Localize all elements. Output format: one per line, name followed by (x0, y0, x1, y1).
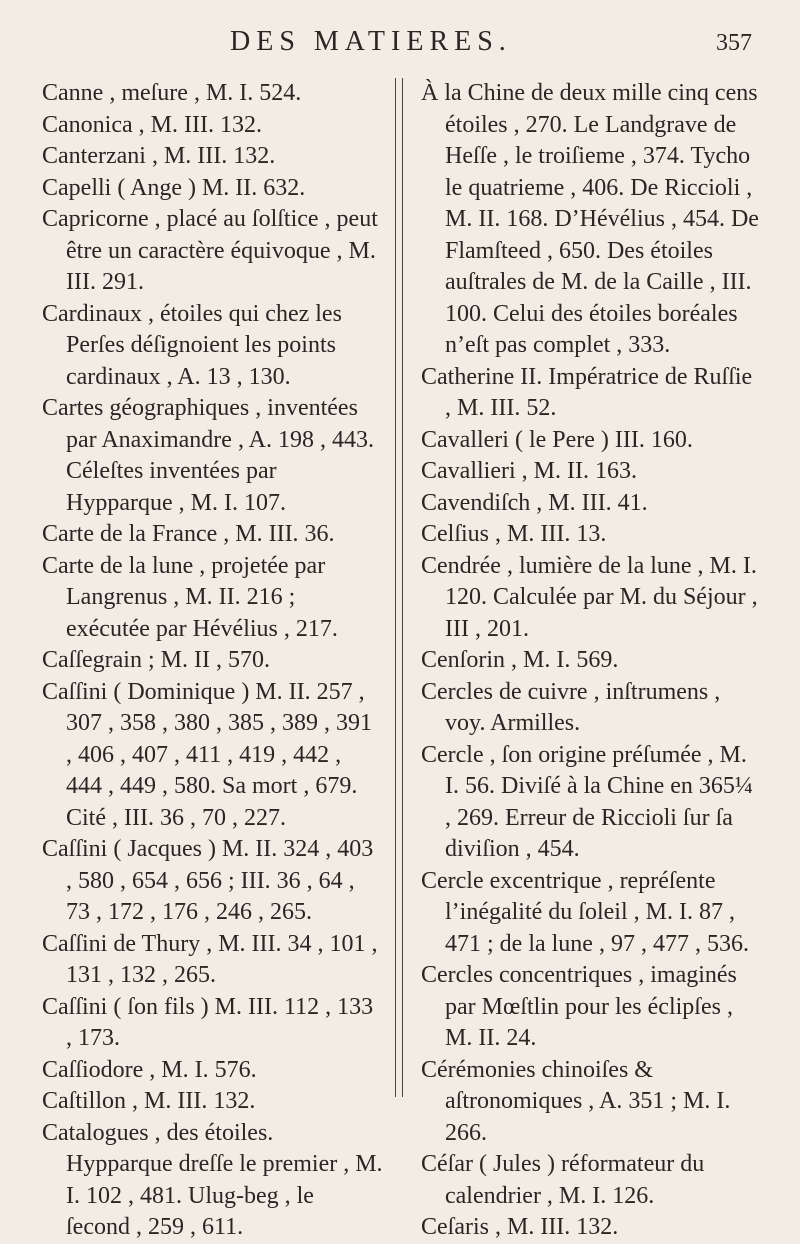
index-entry: Caſſiodore , M. I. 576. (42, 1056, 257, 1083)
index-entry: Catherine II. Impératrice de Ruſſie , M. III. 52. (421, 363, 753, 421)
index-entry: Caſſini ( Jacques ) M. II. 324 , 403 , 580 , 654 , 656 ; III. 36 , 64 , 73 , 172 , 176 , 246 , 265. (42, 836, 374, 925)
index-entry: Celſius , M. III. 13. (421, 521, 607, 547)
index-entry: Cérémonies chinoiſes & aſtronomiques , A. 351 ; M. I. 266. (421, 1056, 731, 1146)
index-entry: Cendrée , lumière de la lune , M. I. 120. Calculée par M. du Séjour , III , 201. (421, 552, 758, 642)
index-entry: Ceſaris , M. III. 132. (421, 1214, 619, 1240)
index-entry: Carte de la lune , projetée par Langrenus , M. II. 216 ; exécutée par Hévélius , 217. (42, 552, 338, 642)
divider-rule (395, 78, 396, 1097)
index-entry: Cenſorin , M. I. 569. (421, 647, 619, 673)
index-entry: Capelli ( Ange ) M. II. 632. (42, 174, 306, 201)
left-column (32, 78, 395, 1240)
index-entry: Cavallieri , M. II. 163. (421, 458, 637, 484)
index-entry: Catalogues , des étoiles. Hypparque dreſſe le premier , M. I. 102 , 481. Ulug-beg , le ſecond , 259 , 611. (42, 1119, 383, 1240)
index-entry: Canne , meſure , M. I. 524. (42, 80, 302, 106)
page-header (30, 18, 770, 58)
index-entry: Cercle , ſon origine préſumée , M. I. 56. Diviſé à la Chine en 365¼ , 269. Erreur de Riccioli ſur ſa diviſion , 454. (421, 741, 753, 862)
index-entry: Capricorne , placé au ſolſtice , peut être un caractère équivoque , M. III. 291. (42, 206, 378, 295)
index-entry: Cartes géographiques , inventées par Anaximandre , A. 198 , 443. Céleſtes inventées par Hypparque , M. I. 107. (42, 395, 374, 516)
index-entry: Canonica , M. III. 132. (42, 111, 262, 138)
page-number: 357 (716, 30, 752, 56)
running-head-title: DES MATIERES. (230, 26, 512, 57)
index-entry: Cavalleri ( le Pere ) III. 160. (421, 426, 693, 453)
index-entry: Canterzani , M. III. 132. (42, 143, 276, 169)
index-entry: Caſſini ( ſon fils ) M. III. 112 , 133 , 173. (42, 993, 374, 1051)
index-entry: Caſſini ( Dominique ) M. II. 257 , 307 , 358 , 380 , 385 , 389 , 391 , 406 , 407 , 411 , 419 , 442 , 444 , 449 , 580. Sa mort , 679. Cité , III. 36 , 70 , 227. (42, 678, 372, 831)
index-entry: Cercles concentriques , imaginés par Mœſtlin pour les éclipſes , M. II. 24. (421, 962, 737, 1051)
index-columns (32, 78, 772, 1240)
index-entry: Cardinaux , étoiles qui chez les Perſes déſignoient les points cardinaux , A. 13 , 130. (42, 300, 342, 390)
index-entry: Cercle excentrique , repréſente l’inégalité du ſoleil , M. I. 87 , 471 ; de la lune , 97 , 477 , 536. (421, 867, 749, 957)
index-entry: Céſar ( Jules ) réformateur du calendrier , M. I. 126. (421, 1151, 705, 1209)
column-divider (395, 78, 403, 1097)
index-entry: À la Chine de deux mille cinq cens étoiles , 270. Le Landgrave de Heſſe , le troiſieme , 374. Tycho le quatrieme , 406. De Riccioli , M. II. 168. D’Hévélius , 454. De Flamſteed , 650. Des étoiles auſtrales de M. de la Caille , III. 100. Celui des étoiles boréales n’eſt pas complet , 333. (421, 80, 759, 358)
index-entry: Cercles de cuivre , inſtrumens , voy. Armilles. (421, 678, 721, 736)
index-entry: Caſtillon , M. III. 132. (42, 1088, 256, 1114)
index-entry: Carte de la France , M. III. 36. (42, 521, 335, 547)
index-entry: Cavendiſch , M. III. 41. (421, 489, 648, 516)
right-column (403, 78, 772, 1240)
index-entry: Caſſegrain ; M. II , 570. (42, 647, 270, 673)
index-entry: Caſſini de Thury , M. III. 34 , 101 , 131 , 132 , 265. (42, 930, 378, 988)
